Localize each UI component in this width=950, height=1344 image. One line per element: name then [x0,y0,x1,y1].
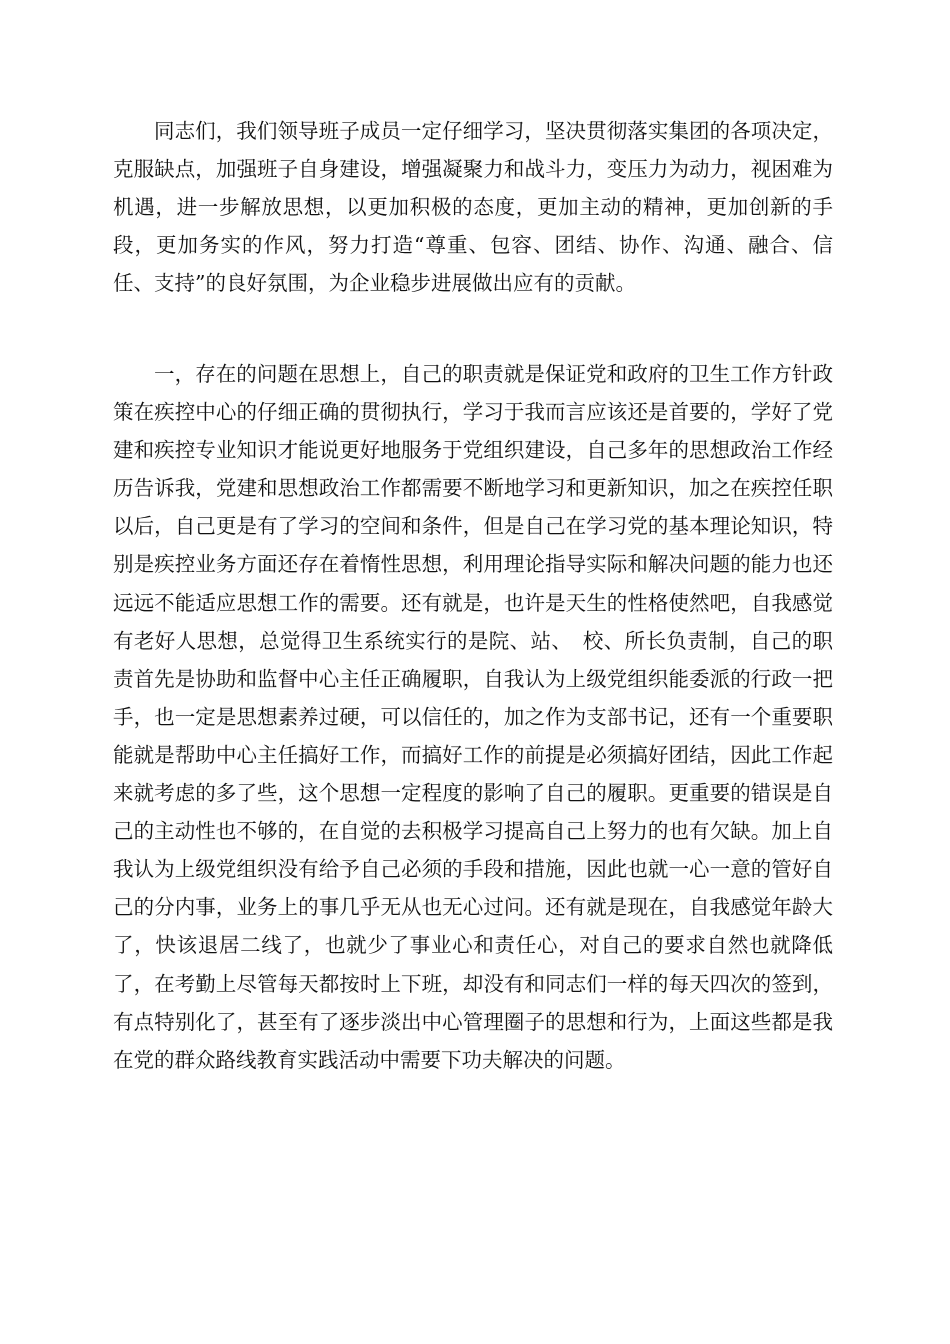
paragraph-problems [113,355,833,1079]
paragraph-opening [113,112,833,302]
paragraph-text: 一，存在的问题在思想上，自己的职责就是保证党和政府的卫生工作方针政策在疾控中心的仔细正确的贯彻执行，学习于我而言应该还是首要的，学好了党建和疾控专业知识才能说更好地服务于党组织建设，自己多年的思想政治工作经历告诉我，党建和思想政治工作都需要不断地学习和更新知识，加之在疾控任职以后，自己更是有了学习的空间和条件，但是自己在学习党的基本理论知识，特别是疾控业务方面还存在着惰性思想，利用理论指导实际和解决问题的能力也还远远不能适应思想工作的需要。还有就是，也许是天生的性格使然吧，自我感觉有老好人思想，总觉得卫生系统实行的是院、站、 校、所长负责制，自己的职责首先是协助和监督中心主任正确履职，自我认为上级党组织能委派的行政一把手，也一定是思想素养过硬，可以信任的，加之作为支部书记，还有一个重要职能就是帮助中心主任搞好工作，而搞好工作的前提是必须搞好团结，因此工作起来就考虑的多了些，这个思想一定程度的影响了自己的履职。更重要的错误是自己的主动性也不够的，在自觉的去积极学习提高自己上努力的也有欠缺。加上自我认为上级党组织没有给予自己必须的手段和措施，因此也就一心一意的管好自己的分内事，业务上的事几乎无从也无心过问。还有就是现在，自我感觉年龄大了，快该退居二线了，也就少了事业心和责任心，对自己的要求自然也就降低了，在考勤上尽管每天都按时上下班，却没有和同志们一样的每天四次的签到，有点特别化了，甚至有了逐步淡出中心管理圈子的思想和行为，上面这些都是我在党的群众路线教育实践活动中需要下功夫解决的问题。 [113,362,833,1072]
paragraph-text: 同志们，我们领导班子成员一定仔细学习，坚决贯彻落实集团的各项决定，克服缺点，加强班子自身建设，增强凝聚力和战斗力，变压力为动力，视困难为机遇，进一步解放思想，以更加积极的态度，更加主动的精神，更加创新的手段，更加务实的作风，努力打造“尊重、包容、团结、协作、沟通、融合、信任、支持”的良好氛围，为企业稳步进展做出应有的贡献。 [113,119,833,296]
